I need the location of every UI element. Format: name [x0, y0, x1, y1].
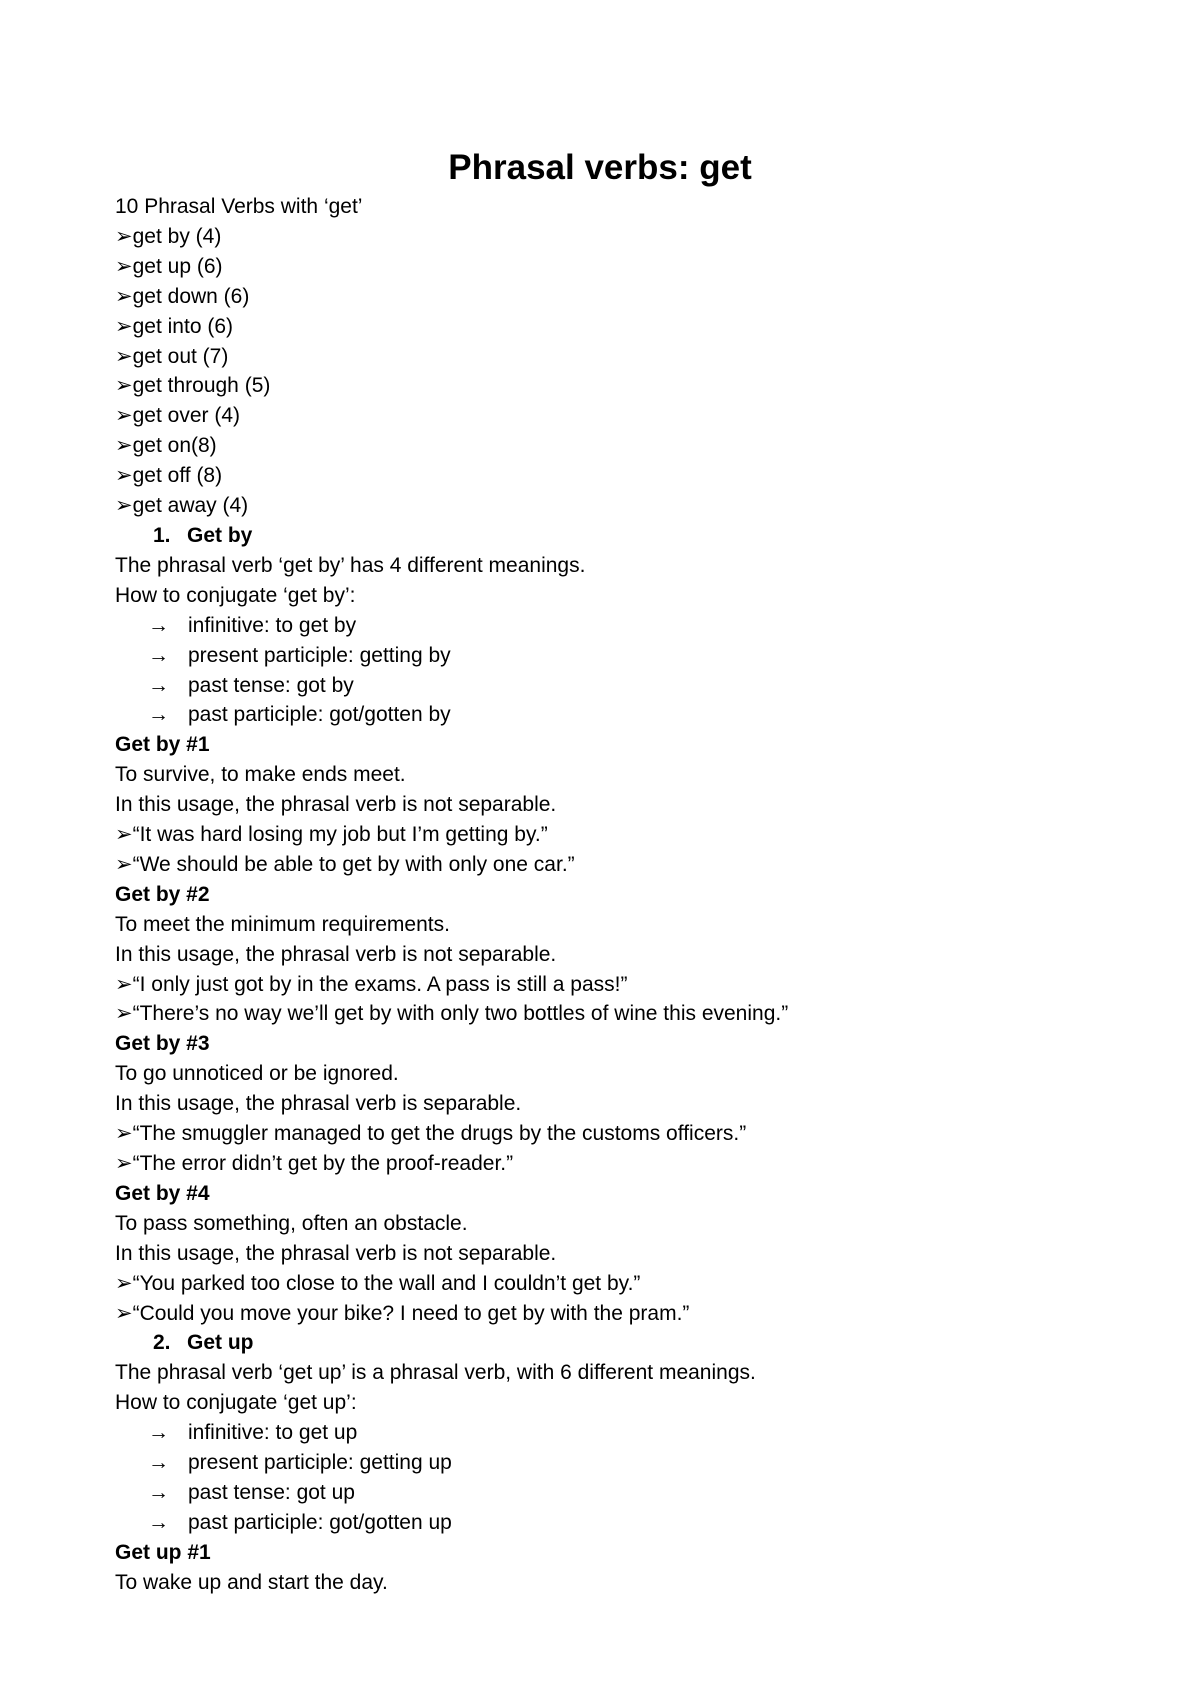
toc-item: ➢get up (6) [115, 252, 1115, 282]
meaning-definition: To go unnoticed or be ignored. [115, 1062, 399, 1086]
page-title: Phrasal verbs: get [448, 148, 752, 187]
arrow-icon: → [148, 673, 169, 697]
conjugation-item: → past participle: got/gotten up [115, 1508, 1115, 1538]
bullet-icon: ➢ [115, 852, 133, 876]
bullet-icon: ➢ [115, 1122, 133, 1146]
meaning-usage: In this usage, the phrasal verb is not separable. [115, 1241, 557, 1265]
section-summary: The phrasal verb ‘get up’ is a phrasal verb, with 6 different meanings. [115, 1361, 756, 1385]
arrow-icon: → [148, 1510, 169, 1534]
bullet-icon: ➢ [115, 434, 133, 458]
section-heading [115, 1328, 1115, 1358]
bullet-icon: ➢ [115, 314, 133, 338]
example-item: ➢“It was hard losing my job but I’m getting by.” [115, 820, 1115, 850]
meaning-definition: To pass something, often an obstacle. [115, 1211, 468, 1235]
arrow-icon: → [148, 1421, 169, 1445]
example-item: ➢“Could you move your bike? I need to get by with the pram.” [115, 1299, 1115, 1329]
conjugation-item: → present participle: getting by [115, 641, 1115, 671]
section-summary: The phrasal verb ‘get by’ has 4 different meanings. [115, 553, 586, 577]
conjugation-item: → past participle: got/gotten by [115, 700, 1115, 730]
toc-item: ➢get into (6) [115, 312, 1115, 342]
meaning-definition: To meet the minimum requirements. [115, 912, 450, 936]
bullet-icon: ➢ [115, 972, 133, 996]
toc-item: ➢get away (4) [115, 491, 1115, 521]
bullet-icon: ➢ [115, 254, 133, 278]
arrow-icon: → [148, 613, 169, 637]
section-title: Get by [187, 523, 253, 547]
example-item: ➢“I only just got by in the exams. A pass is still a pass!” [115, 970, 1115, 1000]
bullet-icon: ➢ [115, 284, 133, 308]
arrow-icon: → [148, 1480, 169, 1504]
conjugation-item: → infinitive: to get by [115, 611, 1115, 641]
meaning-definition: To wake up and start the day. [115, 1570, 388, 1594]
intro-line: 10 Phrasal Verbs with ‘get’ [115, 195, 363, 218]
conjugation-item: → past tense: got by [115, 671, 1115, 701]
bullet-icon: ➢ [115, 224, 133, 248]
meaning-definition: To survive, to make ends meet. [115, 763, 406, 787]
toc-list [115, 222, 1115, 521]
meaning-usage: In this usage, the phrasal verb is not separable. [115, 793, 557, 817]
meaning-heading: Get up #1 [115, 1540, 211, 1564]
conjugation-intro: How to conjugate ‘get by’: [115, 583, 356, 607]
arrow-icon: → [148, 1451, 169, 1475]
example-item: ➢“There’s no way we’ll get by with only two bottles of wine this evening.” [115, 999, 1115, 1029]
meaning-usage: In this usage, the phrasal verb is separable. [115, 1092, 522, 1116]
bullet-icon: ➢ [115, 1301, 133, 1325]
arrow-icon: → [148, 643, 169, 667]
conjugation-item: → past tense: got up [115, 1478, 1115, 1508]
example-item: ➢“You parked too close to the wall and I couldn’t get by.” [115, 1269, 1115, 1299]
toc-item: ➢get through (5) [115, 371, 1115, 401]
section-number: 2. [153, 1331, 171, 1355]
bullet-icon: ➢ [115, 1271, 133, 1295]
arrow-icon: → [148, 703, 169, 727]
toc-item: ➢get down (6) [115, 282, 1115, 312]
section-number: 1. [153, 523, 171, 547]
bullet-icon: ➢ [115, 1152, 133, 1175]
toc-item: ➢get on(8) [115, 431, 1115, 461]
bullet-icon: ➢ [115, 494, 133, 518]
toc-item: ➢get by (4) [115, 222, 1115, 252]
bullet-icon: ➢ [115, 374, 133, 398]
bullet-icon: ➢ [115, 404, 133, 428]
document-body [115, 192, 1115, 1598]
bullet-icon: ➢ [115, 1002, 133, 1026]
meaning-heading: Get by #3 [115, 1032, 210, 1056]
bullet-icon: ➢ [115, 344, 133, 368]
toc-item: ➢get out (7) [115, 342, 1115, 372]
toc-item: ➢get over (4) [115, 401, 1115, 431]
section-title: Get up [187, 1331, 254, 1355]
meaning-heading: Get by #4 [115, 1181, 210, 1205]
conjugation-intro: How to conjugate ‘get up’: [115, 1391, 357, 1415]
example-item: ➢“We should be able to get by with only one car.” [115, 850, 1115, 880]
meaning-heading: Get by #2 [115, 882, 210, 906]
meaning-heading: Get by #1 [115, 733, 210, 757]
bullet-icon: ➢ [115, 823, 133, 847]
conjugation-item: → present participle: getting up [115, 1448, 1115, 1478]
conjugation-item: → infinitive: to get up [115, 1418, 1115, 1448]
bullet-icon: ➢ [115, 464, 133, 488]
example-item: ➢“The smuggler managed to get the drugs by the customs officers.” [115, 1119, 1115, 1149]
toc-item: ➢get off (8) [115, 461, 1115, 491]
example-item: ➢“The error didn’t get by the proof-reader.” [115, 1149, 1115, 1179]
meaning-usage: In this usage, the phrasal verb is not separable. [115, 942, 557, 966]
section-heading [115, 521, 1115, 551]
